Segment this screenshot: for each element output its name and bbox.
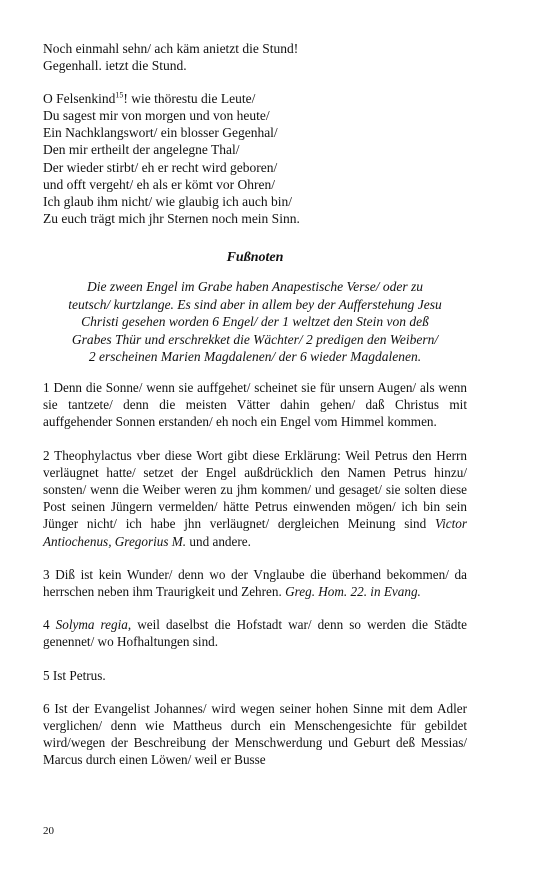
intro-line: teutsch/ kurtzlange. Es sind aber in allem bey der Aufferstehung Jesu <box>68 296 442 312</box>
footnote-2 <box>43 447 467 550</box>
verse-text: ! wie thörestu die Leute/ <box>123 91 256 107</box>
footnote-citation: Victor Antiochenus, Gregorius M. <box>43 516 467 549</box>
verse-line: Der wieder stirbt/ eh er recht wird geboren/ <box>43 159 278 175</box>
verse-line: Noch einmahl sehn/ ach käm anietzt die Stund! <box>43 41 299 56</box>
footnote-3 <box>43 566 467 600</box>
verse-line: Ein Nachklangswort/ ein blosser Gegenhal/ <box>43 125 278 141</box>
footnote-ref: 15 <box>115 90 124 100</box>
footnote-text: 5 Ist Petrus. <box>43 667 106 683</box>
stanza-gap <box>43 74 300 90</box>
intro-line: Christi gesehen worden 6 Engel/ der 1 weltzet den Stein von deß <box>81 314 429 329</box>
footnotes-list <box>43 379 467 785</box>
intro-line: Die zween Engel im Grabe haben Anapestische Verse/ oder zu <box>86 279 424 294</box>
footnote-1 <box>43 379 467 431</box>
intro-line: Grabes Thür und erschrekket die Wächter/ 2 predigen den Weibern/ <box>71 331 439 347</box>
verse-text: O Felsenkind <box>43 91 116 107</box>
footnote-text: 3 Diß ist kein Wunder/ denn wo der Vnglaube die überhand bekommen/ da herrschen neben ihm Traurigkeit und Zehren. <box>43 566 467 600</box>
footnote-text: und andere. <box>186 533 251 549</box>
verse-block <box>43 40 300 227</box>
footnote-text: 4 <box>43 617 56 633</box>
verse-line: Ich glaub ihm nicht/ wie glaubig ich auch bin/ <box>43 193 292 209</box>
verse-line: Du sagest mir von morgen und von heute/ <box>43 108 270 124</box>
footnote-text: 6 Ist der Evangelist Johannes/ wird wegen seiner hohen Sinne mit dem Adler verglichen/ denn wie Mattheus durch ein Menschengesichte für gebildet wird/wegen der Beschreibung der Menschwerdung und Geburt deß Messias/ Marcus durch einen Löwen/ weil er Busse <box>43 700 467 768</box>
footnote-citation: Greg. Hom. 22. in Evang. <box>285 584 421 600</box>
footnote-citation: Solyma regia <box>55 617 128 633</box>
footnotes-intro <box>43 278 467 366</box>
verse-line: Zu euch trägt mich jhr Sternen noch mein Sinn. <box>43 210 300 226</box>
verse-line: Gegenhall. ietzt die Stund. <box>43 58 187 74</box>
footnote-text: 1 Denn die Sonne/ wenn sie auffgehet/ scheinet sie für unsern Augen/ als wenn sie tantzete/ denn die meisten Vätter dahin gehen/ daß Christus mit auffgehender Sonnen erstanden/ eh noch ein Engel vom Himmel kommen. <box>43 380 467 430</box>
footnote-4 <box>43 616 467 650</box>
verse-line: Den mir ertheilt der angelegne Thal/ <box>43 142 240 158</box>
footnote-6 <box>43 700 467 769</box>
footnote-5 <box>43 667 467 684</box>
intro-line: 2 erscheinen Marien Magdalenen/ der 6 wieder Magdalenen. <box>88 349 422 364</box>
footnote-text: 2 Theophylactus vber diese Wort gibt diese Erklärung: Weil Petrus den Herrn verläugnet hatte/ setzet der Engel außdrücklich den Namen Petrus hinzu/ sonsten/ wenn die Weiber weren zu jhm kommen/ und gesaget/ sie solten diese Post seinen Jüngern vermelden/ hätte Petrus einwenden mögen/ ich bin sein Jünger nicht/ ich habe jhn verläugnet/ dergleichen Meinung sind <box>43 447 467 532</box>
footnotes-heading: Fußnoten <box>226 250 284 265</box>
page-number: 20 <box>43 825 54 837</box>
verse-line <box>43 90 300 107</box>
verse-line: und offt vergeht/ eh als er kömt vor Ohren/ <box>43 176 275 192</box>
footnote-text: , weil daselbst die Hofstadt war/ denn so werden die Städte genennet/ wo Hofhaltungen sind. <box>43 617 467 650</box>
